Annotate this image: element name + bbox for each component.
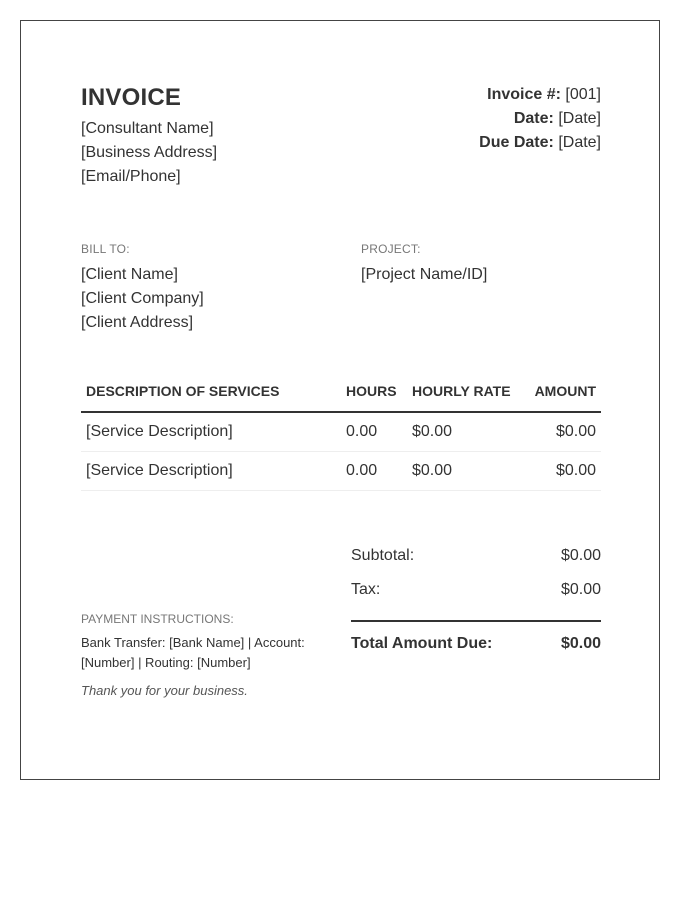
payment-instructions-text: Bank Transfer: [Bank Name] | Account: [Number] | Routing: [Number]	[81, 635, 305, 670]
subtotal-label: Subtotal:	[351, 547, 415, 564]
bill-to-label: BILL TO:	[81, 242, 130, 256]
service-amount: $0.00	[517, 412, 601, 452]
email-phone: [Email/Phone]	[81, 168, 181, 185]
project-label: PROJECT:	[361, 242, 421, 256]
table-header	[81, 381, 601, 412]
date-row	[479, 107, 601, 131]
service-rate: $0.00	[407, 412, 517, 452]
invoice-number-label: Invoice #:	[487, 86, 561, 103]
invoice-number-value: [001]	[565, 86, 601, 103]
client-name: [Client Name]	[81, 266, 178, 283]
invoice-meta	[479, 83, 601, 155]
totals-section	[351, 544, 601, 662]
date-label: Date:	[513, 110, 554, 127]
service-hours: 0.00	[341, 412, 407, 452]
service-description: [Service Description]	[81, 412, 341, 452]
table-row	[81, 452, 601, 491]
table-row	[81, 412, 601, 452]
bill-to-block	[81, 241, 204, 335]
services-table	[81, 381, 601, 491]
total-due-label: Total Amount Due:	[351, 635, 493, 652]
thank-you-note: Thank you for your business.	[81, 683, 248, 698]
project-name: [Project Name/ID]	[361, 266, 488, 283]
table-header-row	[81, 381, 601, 412]
service-amount: $0.00	[517, 452, 601, 491]
consultant-name: [Consultant Name]	[81, 120, 214, 137]
column-header-amount: AMOUNT	[517, 381, 601, 412]
due-date-row	[479, 131, 601, 155]
payment-instructions-label: PAYMENT INSTRUCTIONS:	[81, 612, 234, 626]
business-address: [Business Address]	[81, 144, 218, 161]
client-company: [Client Company]	[81, 290, 204, 307]
invoice-header	[81, 83, 601, 223]
subtotal-value: $0.00	[560, 547, 601, 564]
invoice-page	[20, 20, 660, 780]
due-date-label: Due Date:	[479, 134, 554, 151]
column-header-hours: HOURS	[341, 381, 407, 412]
tax-value: $0.00	[560, 581, 601, 598]
column-header-description: DESCRIPTION OF SERVICES	[81, 381, 341, 412]
payment-section	[81, 611, 321, 700]
consultant-info	[81, 83, 217, 189]
invoice-content	[81, 83, 601, 698]
service-description: [Service Description]	[81, 452, 341, 491]
date-value: [Date]	[558, 110, 601, 127]
service-rate: $0.00	[407, 452, 517, 491]
project-block	[361, 241, 487, 287]
invoice-number-row	[479, 83, 601, 107]
tax-label: Tax:	[351, 581, 381, 598]
subtotal-row	[351, 544, 601, 578]
column-header-rate: HOURLY RATE	[407, 381, 517, 412]
tax-row	[351, 578, 601, 612]
service-hours: 0.00	[341, 452, 407, 491]
total-due-value: $0.00	[560, 635, 601, 652]
table-body	[81, 412, 601, 491]
client-address: [Client Address]	[81, 314, 194, 331]
total-due-row	[351, 620, 601, 662]
due-date-value: [Date]	[558, 134, 601, 151]
invoice-title: INVOICE	[81, 84, 182, 111]
